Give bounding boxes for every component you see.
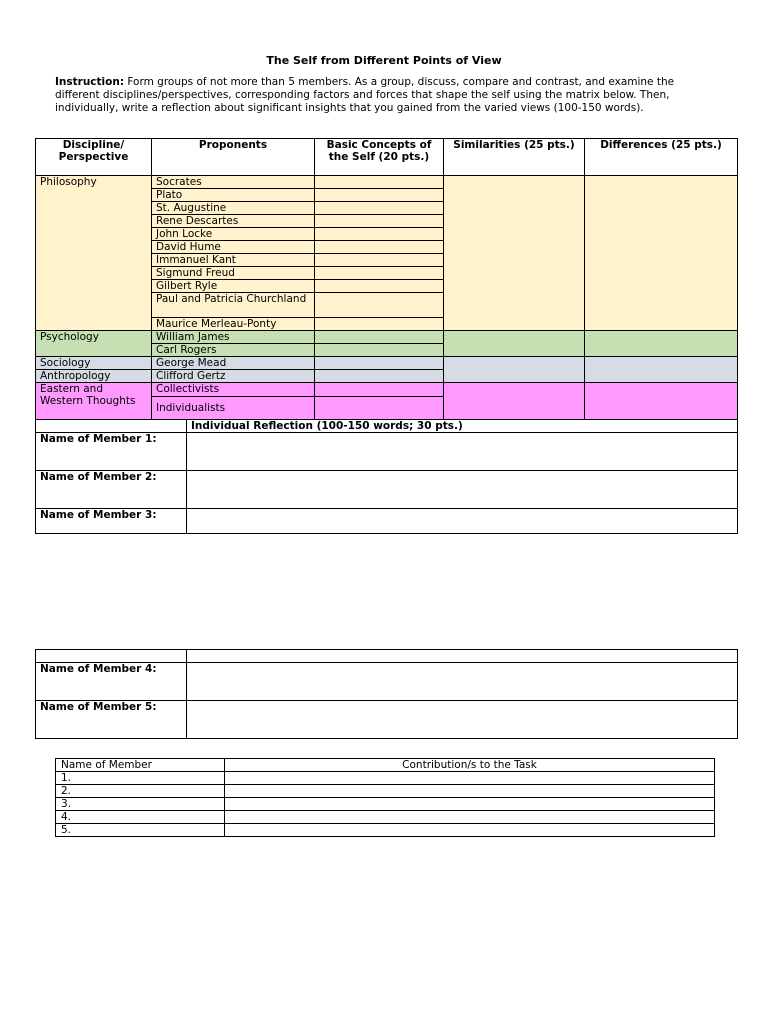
self-matrix-table (35, 138, 738, 420)
proponent-cell: Sigmund Freud (152, 267, 315, 280)
member-2-reflection[interactable] (187, 471, 738, 509)
reflection-header-blank (36, 420, 187, 433)
member-4-reflection[interactable] (187, 663, 738, 701)
instruction-text: Form groups of not more than 5 members. As a group, discuss, compare and contrast, and examine the different disciplines/perspectives, corresponding factors and forces that shape the self using the matrix below. Then, individually, write a reflection about significant insights that you gained from the varied views (100-150 words). (55, 76, 675, 114)
proponent-cell: David Hume (152, 241, 315, 254)
proponent-cell: Collectivists (152, 383, 315, 397)
proponent-cell: Carl Rogers (152, 344, 315, 357)
proponent-cell: Rene Descartes (152, 215, 315, 228)
proponent-cell: William James (152, 331, 315, 344)
contribution-table (55, 758, 715, 837)
concept-cell[interactable] (315, 293, 444, 318)
reflection-table-page1 (35, 419, 738, 534)
proponent-cell: Plato (152, 189, 315, 202)
differences-philosophy[interactable] (585, 176, 738, 331)
reflection-table-page2 (35, 649, 738, 739)
concept-cell[interactable] (315, 357, 444, 370)
concept-cell[interactable] (315, 267, 444, 280)
concept-cell[interactable] (315, 331, 444, 344)
proponent-cell: Individualists (152, 397, 315, 420)
member-3-label: Name of Member 3: (36, 509, 187, 534)
header-proponents: Proponents (152, 139, 315, 176)
matrix-header-row (36, 139, 738, 176)
concept-cell[interactable] (315, 241, 444, 254)
contribution-cell[interactable] (225, 811, 715, 824)
instruction-paragraph (55, 76, 715, 115)
concept-cell[interactable] (315, 228, 444, 241)
instruction-label: Instruction: (55, 76, 125, 88)
member-3-reflection[interactable] (187, 509, 738, 534)
member-5-reflection[interactable] (187, 701, 738, 739)
discipline-philosophy: Philosophy (36, 176, 152, 331)
page-title: The Self from Different Points of View (266, 54, 502, 67)
differences-psychology[interactable] (585, 331, 738, 357)
similarities-philosophy[interactable] (444, 176, 585, 331)
proponent-cell: Paul and Patricia Churchland (152, 293, 315, 318)
proponent-cell: Socrates (152, 176, 315, 189)
reflection-blank-right (187, 650, 738, 663)
concept-cell[interactable] (315, 215, 444, 228)
member-5-label: Name of Member 5: (36, 701, 187, 739)
header-similarities: Similarities (25 pts.) (444, 139, 585, 176)
discipline-anthropology: Anthropology (36, 370, 152, 383)
concept-cell[interactable] (315, 344, 444, 357)
contribution-cell[interactable] (225, 824, 715, 837)
proponent-cell: St. Augustine (152, 202, 315, 215)
concept-cell[interactable] (315, 397, 444, 420)
header-discipline: Discipline/ Perspective (36, 139, 152, 176)
contribution-row-label: 2. (56, 785, 225, 798)
proponent-cell: Gilbert Ryle (152, 280, 315, 293)
header-differences: Differences (25 pts.) (585, 139, 738, 176)
contribution-cell[interactable] (225, 772, 715, 785)
contribution-row-label: 1. (56, 772, 225, 785)
concept-cell[interactable] (315, 176, 444, 189)
similarities-psychology[interactable] (444, 331, 585, 357)
member-4-label: Name of Member 4: (36, 663, 187, 701)
differences-soc-anthro[interactable] (585, 357, 738, 383)
header-concepts: Basic Concepts of the Self (20 pts.) (315, 139, 444, 176)
proponent-cell: Maurice Merleau-Ponty (152, 318, 315, 331)
discipline-psychology: Psychology (36, 331, 152, 357)
contribution-cell[interactable] (225, 785, 715, 798)
contribution-row-label: 3. (56, 798, 225, 811)
member-1-label: Name of Member 1: (36, 433, 187, 471)
contribution-header-task: Contribution/s to the Task (225, 759, 715, 772)
reflection-header: Individual Reflection (100-150 words; 30 pts.) (187, 420, 738, 433)
concept-cell[interactable] (315, 318, 444, 331)
member-1-reflection[interactable] (187, 433, 738, 471)
concept-cell[interactable] (315, 202, 444, 215)
concept-cell[interactable] (315, 254, 444, 267)
discipline-sociology: Sociology (36, 357, 152, 370)
concept-cell[interactable] (315, 189, 444, 202)
contribution-header-member: Name of Member (56, 759, 225, 772)
concept-cell[interactable] (315, 370, 444, 383)
contribution-row-label: 4. (56, 811, 225, 824)
contribution-cell[interactable] (225, 798, 715, 811)
proponent-cell: Immanuel Kant (152, 254, 315, 267)
proponent-cell: George Mead (152, 357, 315, 370)
member-2-label: Name of Member 2: (36, 471, 187, 509)
concept-cell[interactable] (315, 280, 444, 293)
contribution-row-label: 5. (56, 824, 225, 837)
differences-eastern-western[interactable] (585, 383, 738, 420)
concept-cell[interactable] (315, 383, 444, 397)
reflection-blank-left (36, 650, 187, 663)
discipline-eastern-western: Eastern and Western Thoughts (36, 383, 152, 420)
similarities-soc-anthro[interactable] (444, 357, 585, 383)
proponent-cell: John Locke (152, 228, 315, 241)
proponent-cell: Clifford Gertz (152, 370, 315, 383)
similarities-eastern-western[interactable] (444, 383, 585, 420)
